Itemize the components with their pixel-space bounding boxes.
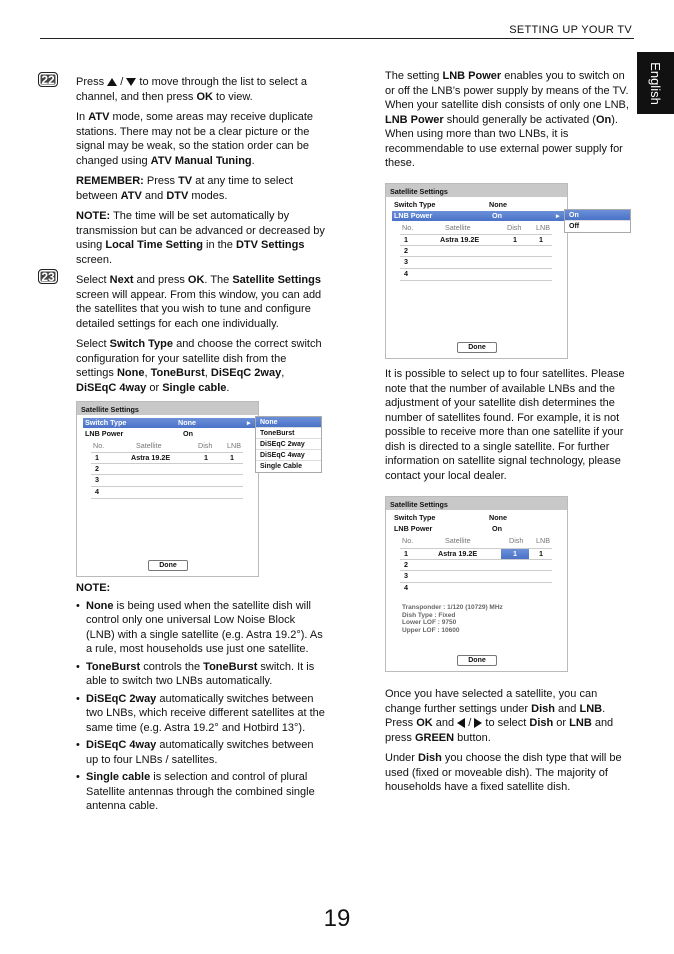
down-arrow-icon — [126, 78, 136, 86]
table-row[interactable]: 3 — [404, 571, 408, 580]
step-22-note: NOTE: The time will be set automatically by transmission but can be advanced or decreased by using Local Time Setting in the DTV Settings screen. — [76, 210, 325, 266]
table-header: No. Satellite Dish LNB — [402, 223, 550, 232]
step-22-para-2: In ATV mode, some areas may receive duplicate stations. There may not be a clear picture or the signal may be weak, so the station order can be changed using ATV Manual Tuning. — [76, 111, 314, 167]
option-diseqc-4way[interactable]: DiSEqC 4way — [256, 450, 321, 461]
list-item: • Single cable is selection and control of plural Satellite antennas through the combined single antenna cable. — [76, 770, 326, 814]
right-para-2: It is possible to select up to four satellites. Please note that the number of available LNBs and the adjustment of your satellite dish determines the number of satellites found. For example, it is not possible to receive more than one satellite if your dish is directed to a single satellite. For further information on satellite signal technology, please contact your local dealer. — [385, 368, 625, 482]
option-diseqc-2way[interactable]: DiSEqC 2way — [256, 439, 321, 450]
table-row[interactable]: 4 — [404, 583, 408, 592]
dish-selector[interactable]: 1 — [501, 549, 529, 559]
header-title: SETTING UP YOUR TV — [509, 24, 632, 36]
table-row[interactable]: 1 Astra 19.2E 1 1 — [404, 549, 543, 558]
language-tab-label: English — [648, 61, 664, 105]
done-button[interactable]: Done — [457, 655, 497, 666]
step-23-badge: 23 — [38, 269, 58, 284]
step-22-remember: REMEMBER: Press TV at any time to select between ATV and DTV modes. — [76, 175, 294, 202]
switch-type-row[interactable]: Switch Type None — [394, 200, 507, 209]
option-none[interactable]: None — [256, 417, 321, 428]
arrow-right-icon: ▸ — [247, 418, 251, 427]
list-item: • ToneBurst controls the ToneBurst switch. It is able to switch two LNBs automatically. — [76, 660, 326, 689]
option-on[interactable]: On — [565, 210, 630, 221]
list-item: • None is being used when the satellite dish will control only one universal Low Noise Block (LNB) with a single satellite (e.g. Astra 19.2°). As a rule, most households use just one satellite. — [76, 599, 326, 657]
left-arrow-icon — [457, 718, 465, 728]
table-row[interactable]: 4 — [95, 487, 99, 496]
note-list — [76, 599, 326, 814]
header-divider — [40, 38, 634, 39]
page-number: 19 — [323, 905, 351, 932]
up-arrow-icon — [107, 78, 117, 86]
table-header: No. Satellite Dish LNB — [93, 441, 241, 450]
satellite-settings-screen-switch-type — [76, 401, 259, 577]
step-23-para-1: Select Next and press OK. The Satellite Settings screen will appear. From this window, you can add the satellites that you wish to tune and configure detailed settings for each one individually. — [76, 274, 322, 330]
table-row[interactable]: 2 — [404, 560, 408, 569]
screen-title: Satellite Settings — [386, 497, 567, 510]
screen-title: Satellite Settings — [386, 184, 567, 197]
transponder-info: Transponder : 1/120 (10729) MHz Dish Type : Fixed Lower LOF : 9750 Upper LOF : 10600 — [402, 604, 503, 634]
note-title: NOTE: — [76, 582, 111, 594]
switch-type-row[interactable]: Switch Type None — [394, 513, 507, 522]
step-23-text — [76, 273, 326, 401]
table-row[interactable]: 2 — [95, 464, 99, 473]
done-button[interactable]: Done — [148, 560, 188, 571]
switch-type-row[interactable]: Switch Type None ▸ — [83, 418, 255, 428]
table-row[interactable]: 4 — [404, 269, 408, 278]
step-23-para-2: Select Switch Type and choose the correct switch configuration for your satellite dish from the settings None, ToneBurst, DiSEqC 2way, DiSEqC 4way or Single cable. — [76, 338, 322, 394]
list-item: • DiSEqC 2way automatically switches between two LNBs, which receive different satellites at the same time (e.g. Astra 19.2° and Hotbird 13°). — [76, 692, 326, 736]
table-row[interactable]: 3 — [404, 257, 408, 266]
table-row[interactable]: 3 — [95, 475, 99, 484]
right-para-1: The setting LNB Power enables you to switch on or off the LNB’s power supply by means of the TV. When your satellite dish consists of only one LNB, LNB Power should generally be activated (On). When using more than two LNBs, it is recommendable to use external power supply for these. — [385, 70, 629, 169]
option-off[interactable]: Off — [569, 223, 580, 230]
lnb-power-row[interactable]: LNB Power On ▸ — [392, 211, 564, 221]
table-row[interactable]: 2 — [404, 246, 408, 255]
lnb-power-row[interactable]: LNB Power On — [394, 524, 502, 533]
screen-title: Satellite Settings — [77, 402, 258, 415]
switch-type-dropdown[interactable] — [255, 416, 322, 473]
step-22-para-1: Press / to move through the list to select a channel, and then press OK to view. — [76, 76, 307, 103]
table-header: No. Satellite Dish LNB — [402, 536, 550, 545]
list-item: • DiSEqC 4way automatically switches between up to four LNBs / satellites. — [76, 738, 326, 767]
step-22-badge: 22 — [38, 72, 58, 87]
option-toneburst[interactable]: ToneBurst — [256, 428, 321, 439]
right-para-3: Once you have selected a satellite, you can change further settings under Dish and LNB. Press OK and / to select Dish or LNB and press GREEN button. Under Dish you choose the dish type that will be used (fixed or moveable dish). The majority of households have a fixed satellite dish. — [385, 688, 622, 793]
done-button[interactable]: Done — [457, 342, 497, 353]
arrow-right-icon: ▸ — [556, 211, 560, 220]
table-row[interactable]: 1 Astra 19.2E 1 1 — [404, 235, 543, 244]
language-tab — [637, 52, 674, 114]
satellite-settings-screen-dish — [385, 496, 568, 672]
lnb-power-dropdown[interactable] — [564, 209, 631, 233]
lnb-power-row[interactable]: LNB Power On — [85, 429, 193, 438]
note-section — [76, 581, 326, 817]
step-22-text — [76, 75, 326, 273]
satellite-settings-screen-lnb-power — [385, 183, 568, 359]
table-row[interactable]: 1 Astra 19.2E 1 1 — [95, 453, 234, 462]
option-single-cable[interactable]: Single Cable — [260, 463, 303, 470]
